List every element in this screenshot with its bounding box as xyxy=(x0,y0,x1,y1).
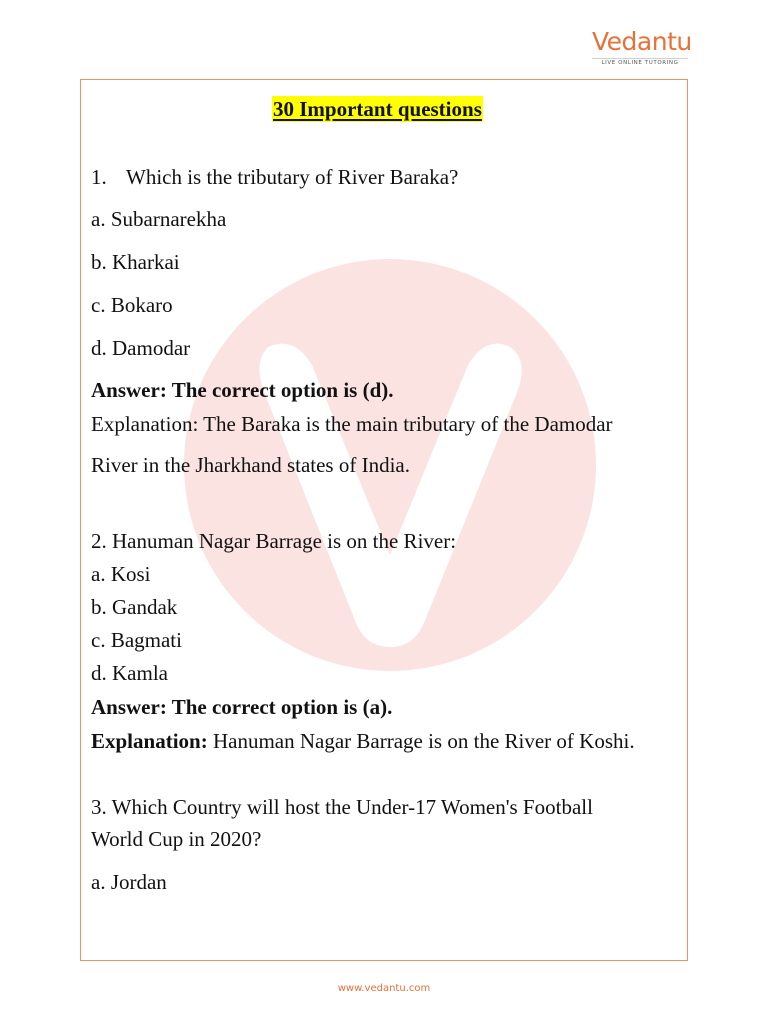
q3-option-a: a. Jordan xyxy=(91,870,167,894)
question-1-number: 1. xyxy=(91,165,107,189)
q2-explanation xyxy=(91,728,635,754)
q2-explanation-text: Hanuman Nagar Barrage is on the River of Koshi. xyxy=(207,729,635,753)
q2-option-a: a. Kosi xyxy=(91,562,151,586)
q1-option-d: d. Damodar xyxy=(91,336,191,360)
question-3-line-2: World Cup in 2020? xyxy=(91,827,262,851)
q2-option-b: b. Gandak xyxy=(91,595,178,619)
q2-answer: Answer: The correct option is (a). xyxy=(91,695,393,719)
page-title: 30 Important questions xyxy=(273,97,482,121)
question-3-line-1: 3. Which Country will host the Under-17 Women's Football xyxy=(91,795,593,819)
question-1-text: Which is the tributary of River Baraka? xyxy=(126,165,459,189)
q2-explanation-label: Explanation: xyxy=(91,729,208,753)
q1-option-c: c. Bokaro xyxy=(91,293,173,317)
vedantu-logo xyxy=(592,27,692,66)
logo-tagline: LIVE ONLINE TUTORING xyxy=(592,58,688,66)
question-2-text: 2. Hanuman Nagar Barrage is on the River: xyxy=(91,529,457,553)
logo-wordmark: Vedantu xyxy=(592,27,692,56)
q2-option-d: d. Kamla xyxy=(91,661,168,685)
question-1 xyxy=(91,164,458,190)
q2-option-c: c. Bagmati xyxy=(91,628,182,652)
q1-explanation-line-2: River in the Jharkhand states of India. xyxy=(91,453,410,477)
q1-explanation-line-1: Explanation: The Baraka is the main tributary of the Damodar xyxy=(91,412,613,436)
footer-website-link[interactable]: www.vedantu.com xyxy=(337,983,431,994)
q1-answer: Answer: The correct option is (d). xyxy=(91,378,394,402)
q1-option-b: b. Kharkai xyxy=(91,250,180,274)
q1-option-a: a. Subarnarekha xyxy=(91,207,227,231)
